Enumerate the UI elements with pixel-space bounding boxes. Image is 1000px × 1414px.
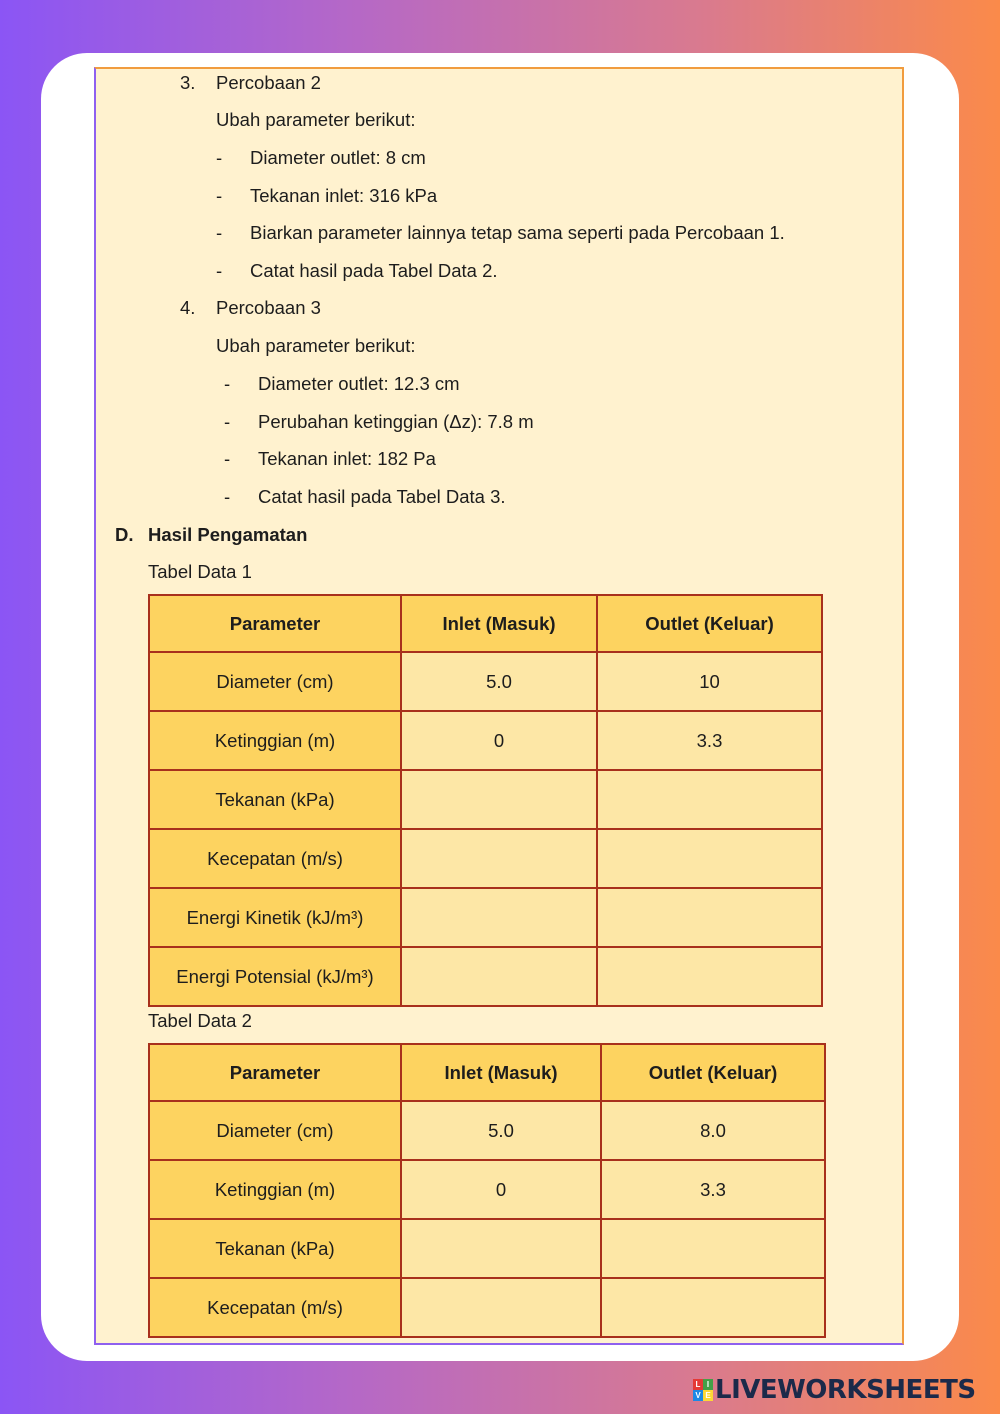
parameter-cell: Tekanan (kPa) xyxy=(149,770,401,829)
outlet-input-cell[interactable] xyxy=(601,1219,825,1278)
inlet-cell[interactable]: 5.0 xyxy=(401,652,597,711)
outlet-input-cell[interactable] xyxy=(601,1278,825,1337)
inlet-cell[interactable]: 5.0 xyxy=(401,1101,601,1160)
table-header-row xyxy=(149,1044,825,1101)
outlet-cell[interactable]: 8.0 xyxy=(601,1101,825,1160)
outlet-cell[interactable]: 3.3 xyxy=(597,711,822,770)
outlet-cell[interactable]: 3.3 xyxy=(601,1160,825,1219)
bullet-dash: - xyxy=(216,222,223,243)
liveworksheets-logo-icon xyxy=(693,1379,713,1401)
outlet-input-cell[interactable] xyxy=(597,947,822,1006)
experiment2-item: Tekanan inlet: 316 kPa xyxy=(250,185,438,206)
table-row xyxy=(149,1101,825,1160)
outlet-input-cell[interactable] xyxy=(597,829,822,888)
table-row xyxy=(149,829,822,888)
inlet-input-cell[interactable] xyxy=(401,1219,601,1278)
experiment2-intro: Ubah parameter berikut: xyxy=(216,109,416,130)
experiment3-item: Diameter outlet: 12.3 cm xyxy=(258,373,460,394)
inlet-cell[interactable]: 0 xyxy=(401,711,597,770)
table-row xyxy=(149,947,822,1006)
experiment2-item: Catat hasil pada Tabel Data 2. xyxy=(250,260,498,281)
experiment3-item: Catat hasil pada Tabel Data 3. xyxy=(258,486,506,507)
table-row xyxy=(149,1160,825,1219)
experiment2-title: Percobaan 2 xyxy=(216,72,321,93)
bullet-dash: - xyxy=(216,260,223,281)
section-d-letter: D. xyxy=(115,524,134,545)
experiment3-item: Tekanan inlet: 182 Pa xyxy=(258,448,436,469)
worksheet-page xyxy=(94,67,904,1345)
table2-caption: Tabel Data 2 xyxy=(148,1010,252,1031)
parameter-cell: Tekanan (kPa) xyxy=(149,1219,401,1278)
inlet-input-cell[interactable] xyxy=(401,947,597,1006)
column-header: Outlet (Keluar) xyxy=(601,1044,825,1101)
inlet-input-cell[interactable] xyxy=(401,888,597,947)
worksheet-card xyxy=(41,53,959,1361)
bullet-dash: - xyxy=(224,486,231,507)
parameter-cell: Ketinggian (m) xyxy=(149,711,401,770)
outlet-cell[interactable]: 10 xyxy=(597,652,822,711)
liveworksheets-brand[interactable] xyxy=(693,1375,976,1405)
table-row xyxy=(149,1219,825,1278)
experiment2-item: Biarkan parameter lainnya tetap sama seperti pada Percobaan 1. xyxy=(250,222,785,243)
parameter-cell: Energi Potensial (kJ/m³) xyxy=(149,947,401,1006)
brand-name: LIVEWORKSHEETS xyxy=(715,1375,976,1405)
inlet-cell[interactable]: 0 xyxy=(401,1160,601,1219)
table-row xyxy=(149,711,822,770)
parameter-cell: Kecepatan (m/s) xyxy=(149,829,401,888)
section-d-title: Hasil Pengamatan xyxy=(148,524,308,545)
experiment2-item: Diameter outlet: 8 cm xyxy=(250,147,426,168)
experiment3-title: Percobaan 3 xyxy=(216,297,321,318)
outlet-input-cell[interactable] xyxy=(597,888,822,947)
column-header: Inlet (Masuk) xyxy=(401,1044,601,1101)
column-header: Parameter xyxy=(149,1044,401,1101)
table-header-row xyxy=(149,595,822,652)
table-row xyxy=(149,1278,825,1337)
logo-letter: V xyxy=(693,1390,703,1401)
data-table-1 xyxy=(148,594,823,1007)
bullet-dash: - xyxy=(224,373,231,394)
parameter-cell: Diameter (cm) xyxy=(149,1101,401,1160)
inlet-input-cell[interactable] xyxy=(401,1278,601,1337)
outlet-input-cell[interactable] xyxy=(597,770,822,829)
experiment3-number: 4. xyxy=(180,297,196,318)
column-header: Parameter xyxy=(149,595,401,652)
logo-letter: L xyxy=(693,1379,703,1390)
parameter-cell: Kecepatan (m/s) xyxy=(149,1278,401,1337)
data-table-2 xyxy=(148,1043,826,1338)
column-header: Inlet (Masuk) xyxy=(401,595,597,652)
inlet-input-cell[interactable] xyxy=(401,770,597,829)
column-header: Outlet (Keluar) xyxy=(597,595,822,652)
logo-letter: I xyxy=(703,1379,713,1390)
table-row xyxy=(149,652,822,711)
experiment2-number: 3. xyxy=(180,72,196,93)
inlet-input-cell[interactable] xyxy=(401,829,597,888)
experiment3-intro: Ubah parameter berikut: xyxy=(216,335,416,356)
bullet-dash: - xyxy=(224,448,231,469)
parameter-cell: Energi Kinetik (kJ/m³) xyxy=(149,888,401,947)
bullet-dash: - xyxy=(216,147,223,168)
table-row xyxy=(149,888,822,947)
parameter-cell: Ketinggian (m) xyxy=(149,1160,401,1219)
logo-letter: E xyxy=(703,1390,713,1401)
bullet-dash: - xyxy=(216,185,223,206)
experiment3-item: Perubahan ketinggian (Δz): 7.8 m xyxy=(258,411,534,432)
table-row xyxy=(149,770,822,829)
parameter-cell: Diameter (cm) xyxy=(149,652,401,711)
table1-caption: Tabel Data 1 xyxy=(148,561,252,582)
bullet-dash: - xyxy=(224,411,231,432)
